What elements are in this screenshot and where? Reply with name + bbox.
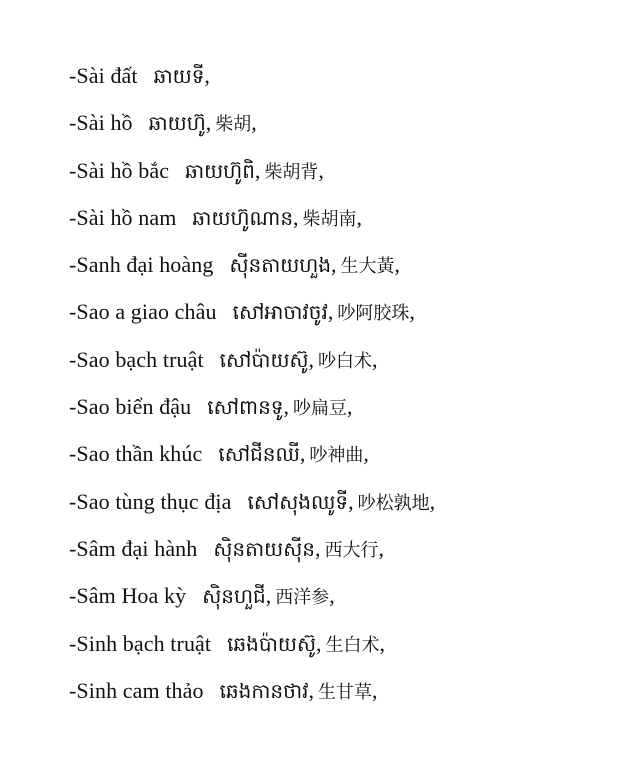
separator: , [372,346,378,372]
list-item [69,296,435,343]
khmer-name: ឆាយហ៊ូណាន [192,205,294,230]
separator: , [356,204,363,230]
separator: , [378,535,384,561]
list-item [69,60,435,107]
vietnamese-name: -Sinh bạch truật [69,630,212,656]
list-item [69,249,435,296]
khmer-name: សៅអាចាវចូវ [232,300,328,325]
separator: , [316,630,322,656]
vietnamese-name: -Sài hồ [69,110,133,136]
separator: , [308,677,314,703]
chinese-name: 西洋参 [275,587,330,609]
chinese-name: 吵松孰地 [357,492,430,514]
khmer-name: សៅប៉ាយស៊ូ [219,347,309,372]
list-item [69,533,435,580]
separator: , [205,110,212,136]
separator: , [265,583,272,609]
separator: , [204,63,210,88]
list-item [69,580,435,627]
khmer-name: ឆាយហ៊ូពិ [185,158,255,183]
separator: , [327,299,334,325]
khmer-name: ឆេងប៉ាយស៊ូ [227,631,316,656]
vietnamese-name: -Sao bạch truật [69,346,204,372]
khmer-name: សៅជីនឈី [218,442,300,467]
separator: , [429,488,436,514]
separator: , [331,252,337,278]
vietnamese-name: -Sài hồ bắc [69,157,170,183]
vietnamese-name: -Sài hồ nam [69,204,177,230]
list-item [69,202,435,249]
chinese-name: 柴胡背 [264,161,319,183]
separator: , [318,157,324,183]
separator: , [363,441,369,467]
khmer-name: សៅសុងឈូទី [247,489,349,514]
khmer-name: ឆាយទី [153,64,205,88]
vietnamese-name: -Sâm đại hành [69,535,198,561]
vietnamese-name: -Sao tùng thục địa [69,488,232,514]
separator: , [293,204,299,230]
khmer-name: សៅពានទូ [207,395,284,420]
separator: , [329,583,335,609]
separator: , [254,157,261,183]
separator: , [314,535,321,561]
khmer-name: ឆាយហ៊ូ [148,111,206,136]
vietnamese-name: -Sao thần khúc [69,441,203,467]
chinese-name: 西大行 [324,539,379,561]
separator: , [348,488,354,514]
separator: , [299,441,306,467]
chinese-name: 吵白术 [318,350,373,372]
list-item [69,107,435,154]
list-item [69,486,435,533]
separator: , [379,630,385,656]
separator: , [251,110,257,136]
vietnamese-name: -Sao biển đậu [69,394,192,420]
list-item [69,344,435,391]
chinese-name: 生甘草 [317,681,372,703]
chinese-name: 吵神曲 [309,445,364,467]
list-item [69,155,435,202]
separator: , [394,252,401,278]
list-item [69,628,435,675]
vietnamese-name: -Sanh đại hoàng [69,252,214,278]
chinese-name: 生白术 [325,634,380,656]
khmer-name: ស៊ីនតាយហួង [229,253,332,278]
vietnamese-name: -Sài đất [69,63,138,88]
vietnamese-name: -Sâm Hoa kỳ [69,583,187,609]
chinese-name: 柴胡 [215,114,252,136]
list-item [69,675,435,722]
herb-name-list [69,60,435,722]
separator: , [371,677,378,703]
khmer-name: ស៊ិនតាយស៊ីន [213,536,315,561]
chinese-name: 吵扁豆 [292,398,347,420]
list-item [69,391,435,438]
separator: , [346,394,353,420]
khmer-name: ឆេងកានថាវ [219,678,309,703]
vietnamese-name: -Sinh cam thảo [69,677,204,703]
separator: , [283,394,289,420]
khmer-name: ស៊ិនហួជី [202,584,266,609]
list-item [69,438,435,485]
separator: , [308,346,315,372]
vietnamese-name: -Sao a giao châu [69,299,217,325]
separator: , [409,299,415,325]
chinese-name: 柴胡南 [302,208,357,230]
chinese-name: 吵阿胶珠 [337,303,410,325]
chinese-name: 生大黃 [340,256,395,278]
